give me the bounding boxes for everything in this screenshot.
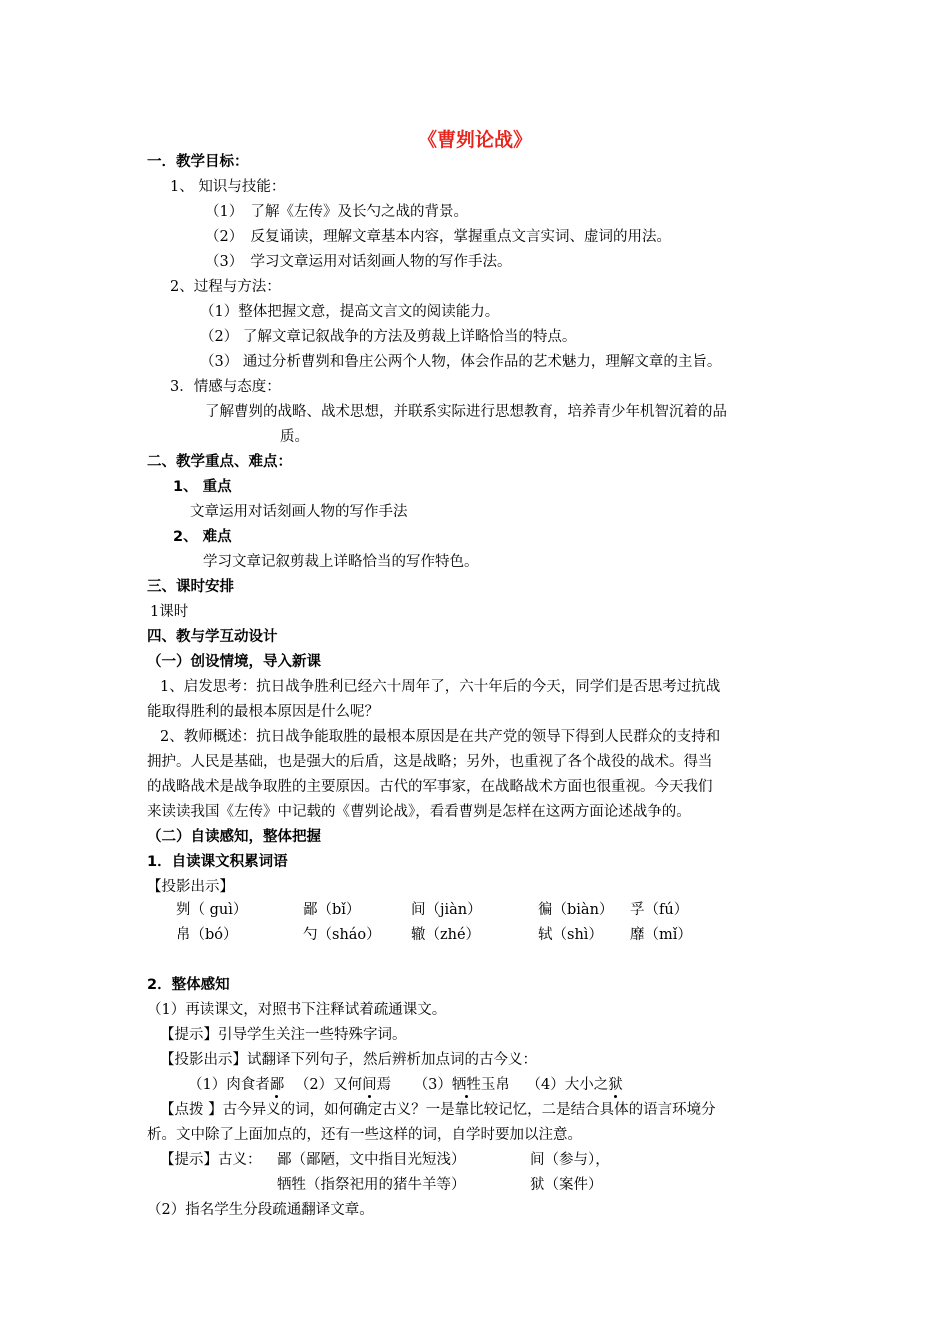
sentence-list: [188, 1075, 623, 1095]
projection-line: 【投影出示】试翻译下列句子，然后辨析加点词的古今义：: [160, 1052, 537, 1068]
objective-line: （2） 反复诵读，理解文章基本内容，掌握重点文言实词、虚词的用法。: [205, 229, 671, 245]
section-heading-schedule: 三、课时安排: [147, 579, 234, 595]
hint-label: 【提示】古义：: [160, 1152, 262, 1168]
gloss: 牺牲（指祭祀用的猪牛羊等）: [277, 1177, 466, 1193]
page-title: 《曹刿论战》: [417, 129, 532, 151]
projection-label: 【投影出示】: [147, 879, 234, 895]
objective-line: （3） 学习文章运用对话刻画人物的写作手法。: [205, 254, 512, 270]
vocab-word: 孚（fú）: [630, 902, 689, 918]
objective-line: （1） 了解《左传》及长勺之战的背景。: [205, 204, 468, 220]
vocab-word: 间（jiàn）: [411, 902, 482, 918]
schedule-text: 1课时: [150, 604, 189, 620]
objective-line: （3） 通过分析曹刿和鲁庄公两个人物，体会作品的艺术魅力，理解文章的主旨。: [200, 354, 722, 370]
paragraph-line: 来读读我国《左传》中记载的《曹刿论战》，看看曹刿是怎样在这两方面论述战争的。: [147, 804, 691, 820]
subheading-attitude: 3．情感与态度：: [170, 379, 281, 395]
vocab-word: 勺（sháo）: [303, 927, 381, 943]
gloss: 间（参与），: [530, 1152, 610, 1168]
section-heading-key-points: 二、教学重点、难点：: [147, 454, 292, 470]
subheading-knowledge: 1、 知识与技能：: [170, 179, 286, 195]
subheading-process: 2、过程与方法：: [170, 279, 281, 295]
vocab-word: 靡（mǐ）: [630, 927, 692, 943]
vocab-word: 帛（bó）: [176, 927, 238, 943]
difficulty-text: 学习文章记叙剪裁上详略恰当的写作特色。: [203, 554, 479, 570]
section-heading-design: 四、教与学互动设计: [147, 629, 278, 645]
subheading-key: 1、 重点: [173, 479, 232, 495]
hint-line: 【提示】引导学生关注一些特殊字词。: [160, 1027, 407, 1043]
dotted-word: 间: [362, 1077, 377, 1093]
vocab-word: 徧（biàn）: [538, 902, 614, 918]
paragraph-line: 1、启发思考：抗日战争胜利已经六十周年了，六十年后的今天，同学们是否思考过抗战: [160, 679, 721, 695]
key-text: 文章运用对话刻画人物的写作手法: [190, 504, 408, 520]
paragraph-line: 的战略战术是战争取胜的主要原因。古代的军事家，在战略战术方面也很重视。今天我们: [147, 779, 713, 795]
subsection-heading: （二）自读感知，整体把握: [147, 829, 321, 845]
point-line: 析。文中除了上面加点的，还有一些这样的词，自学时要加以注意。: [147, 1127, 582, 1143]
sentence-1: （1）肉食者鄙: [188, 1077, 285, 1093]
vocab-word: 刿（ guì）: [176, 902, 248, 918]
objective-line: （1）整体把握文意，提高文言文的阅读能力。: [200, 304, 500, 320]
paragraph-line: 能取得胜利的最根本原因是什么呢？: [147, 704, 379, 720]
dotted-word: 鄙: [269, 1077, 285, 1093]
item-heading: 2．整体感知: [147, 977, 230, 993]
subsection-heading: （一）创设情境，导入新课: [147, 654, 321, 670]
gloss: 狱（案件）: [530, 1177, 603, 1193]
question-line: （2）指名学生分段疏通翻译文章。: [147, 1202, 374, 1218]
gloss: 鄙（鄙陋，文中指目光短浅）: [277, 1152, 466, 1168]
paragraph-line: 拥护。人民是基础，也是强大的后盾，这是战略；另外，也重视了各个战役的战术。得当: [147, 754, 713, 770]
question-line: （1）再读课文，对照书下注释试着疏通课文。: [147, 1002, 447, 1018]
subheading-difficulty: 2、 难点: [173, 529, 232, 545]
paragraph-line: 2、教师概述：抗日战争能取胜的最根本原因是在共产党的领导下得到人民群众的支持和: [160, 729, 721, 745]
vocab-word: 轼（shì）: [538, 927, 603, 943]
vocab-word: 辙（zhé）: [411, 927, 481, 943]
item-heading: 1．自读课文积累词语: [147, 854, 288, 870]
sentence-3: （3）牺牲玉帛: [413, 1077, 510, 1093]
vocab-word: 鄙（bǐ）: [303, 902, 361, 918]
objective-line: 质。: [280, 429, 309, 445]
sentence-2: （2）又何间焉: [294, 1077, 392, 1093]
dotted-word: 狱: [608, 1077, 623, 1093]
point-line: 【点拨 】古今异义的词，如何确定古义？一是靠比较记忆，二是结合具体的语言环境分: [160, 1102, 716, 1118]
dotted-word: 牺牲: [451, 1077, 481, 1093]
section-heading-objectives: 一．教学目标：: [147, 154, 249, 170]
objective-line: （2） 了解文章记叙战争的方法及剪裁上详略恰当的特点。: [200, 329, 577, 345]
objective-line: 了解曹刿的战略、战术思想，并联系实际进行思想教育，培养青少年机智沉着的品: [205, 404, 727, 420]
sentence-4: （4）大小之狱: [526, 1077, 623, 1093]
